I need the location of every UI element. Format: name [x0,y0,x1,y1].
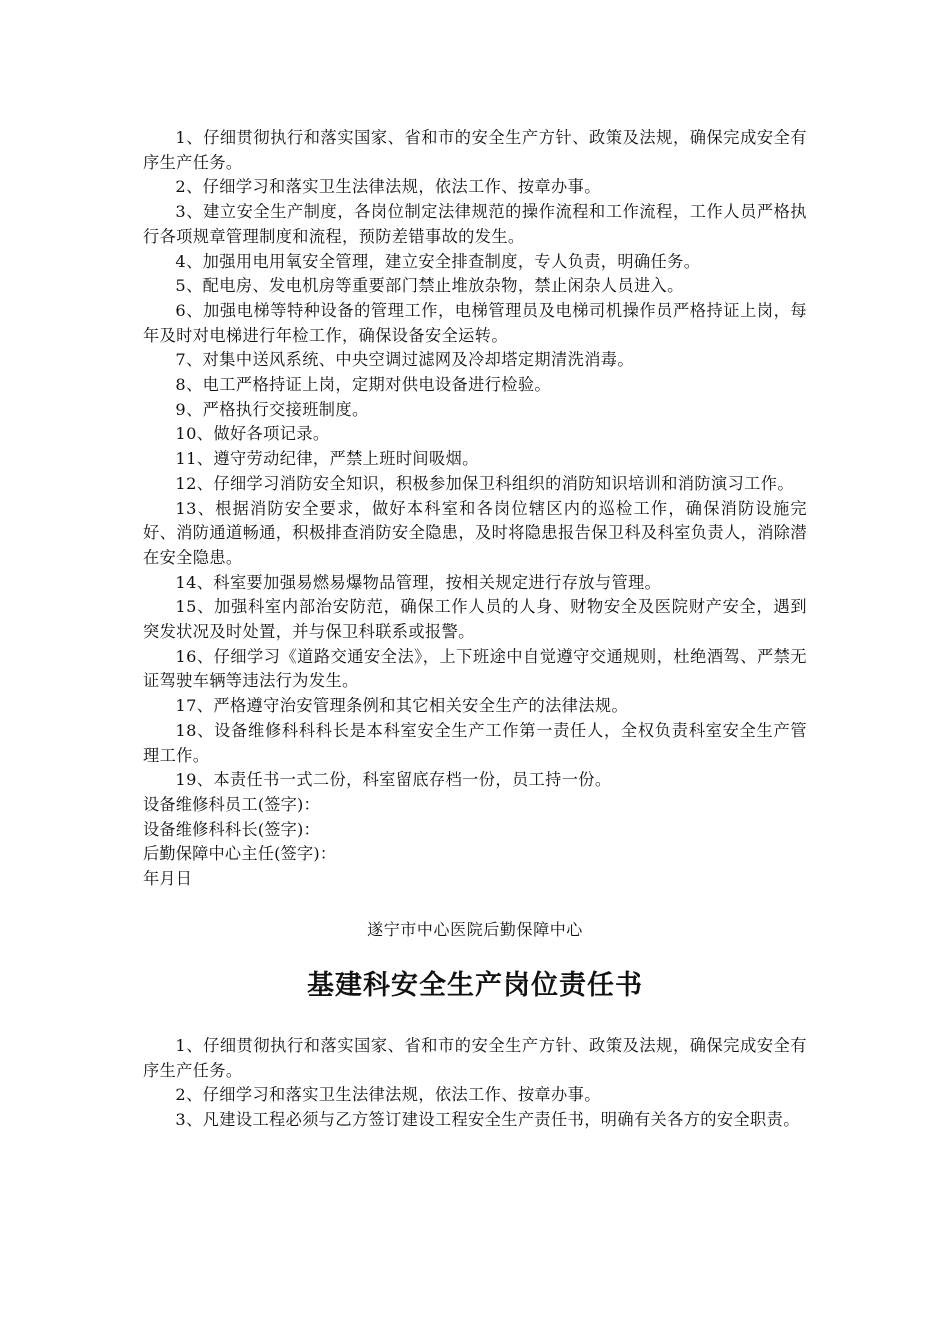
section2-clause-3: 3、凡建设工程必须与乙方签订建设工程安全生产责任书，明确有关各方的安全职责。 [175,1109,800,1129]
clause-10: 10、做好各项记录。 [175,424,330,444]
signature-block [143,793,807,892]
clause-16: 16、仔细学习《道路交通安全法》，上下班途中自觉遵守交通规则，杜绝酒驾、严禁无证驾驶车辆等违法行为发生。 [143,646,807,691]
clause-1: 1、仔细贯彻执行和落实国家、省和市的安全生产方针、政策及法规，确保完成安全有序生产任务。 [143,128,807,172]
clause-3: 3、建立安全生产制度，各岗位制定法律规范的操作流程和工作流程，工作人员严格执行各项规章管理制度和流程，预防差错事故的发生。 [143,202,807,246]
signature-date: 年月日 [143,869,193,889]
clause-19: 19、本责任书一式二份，科室留底存档一份，员工持一份。 [175,770,612,790]
clause-4: 4、加强用电用氧安全管理，建立安全排查制度，专人负责，明确任务。 [175,251,701,271]
organization-name: 遂宁市中心医院后勤保障中心 [367,919,583,939]
clause-13: 13、根据消防安全要求，做好本科室和各岗位辖区内的巡检工作，确保消防设施完好、消防通道畅通，积极排查消防安全隐患，及时将隐患报告保卫科及科室负责人，消除潜在安全隐患。 [143,498,807,567]
clause-7: 7、对集中送风系统、中央空调过滤网及冷却塔定期清洗消毒。 [175,350,634,370]
clause-17: 17、严格遵守治安管理条例和其它相关安全生产的法律法规。 [175,696,629,716]
signature-section-chief: 设备维修科科长(签字)： [143,819,320,839]
section1-items [143,126,807,793]
clause-8: 8、电工严格持证上岗，定期对供电设备进行检验。 [175,375,552,395]
clause-5: 5、配电房、发电机房等重要部门禁止堆放杂物，禁止闲杂人员进入。 [175,276,684,296]
title-spacer [143,1006,807,1034]
section2-clause-1: 1、仔细贯彻执行和落实国家、省和市的安全生产方针、政策及法规，确保完成安全有序生产任务。 [143,1035,807,1080]
clause-12: 12、仔细学习消防安全知识，积极参加保卫科组织的消防知识培训和消防演习工作。 [175,473,794,493]
clause-2: 2、仔细学习和落实卫生法律法规，依法工作、按章办事。 [175,177,601,197]
clause-6: 6、加强电梯等特种设备的管理工作，电梯管理员及电梯司机操作员严格持证上岗，每年及时对电梯进行年检工作，确保设备安全运转。 [143,300,807,345]
clause-11: 11、遵守劳动纪律，严禁上班时间吸烟。 [175,449,479,469]
clause-9: 9、严格执行交接班制度。 [175,399,369,419]
clause-14: 14、科室要加强易燃易爆物品管理，按相关规定进行存放与管理。 [175,572,662,592]
signature-center-director: 后勤保障中心主任(签字)： [143,844,337,864]
clause-15: 15、加强科室内部治安防范，确保工作人员的人身、财物安全及医院财产安全，遇到突发状况及时处置，并与保卫科联系或报警。 [143,597,807,642]
section2-clause-2: 2、仔细学习和落实卫生法律法规，依法工作、按章办事。 [175,1085,601,1105]
section2-items [143,1034,807,1133]
section2-title: 基建科安全生产岗位责任书 [307,969,643,1001]
signature-staff: 设备维修科员工(签字)： [143,794,320,814]
clause-18: 18、设备维修科科科长是本科室安全生产工作第一责任人，全权负责科室安全生产管理工作。 [143,720,807,765]
document-content [143,126,807,1133]
